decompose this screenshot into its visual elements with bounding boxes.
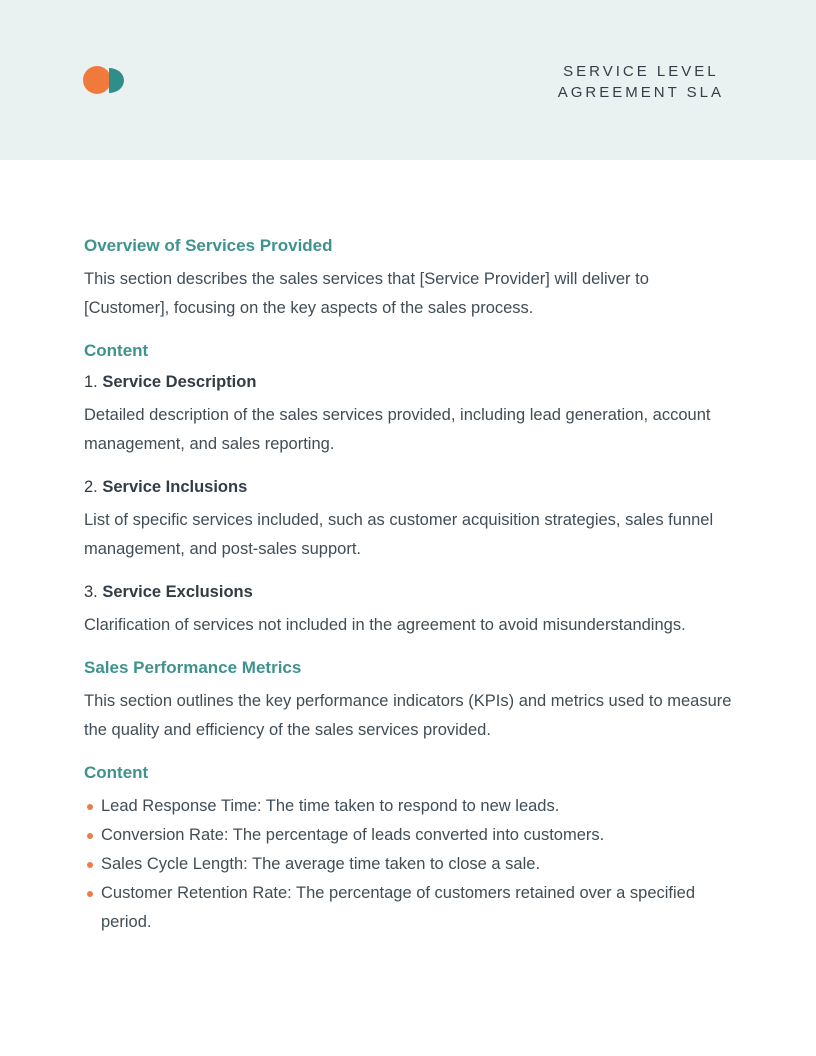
metrics-bullet-list	[84, 792, 736, 937]
item-number: 3.	[84, 583, 98, 601]
bullet-dot-icon	[87, 833, 93, 839]
section-heading-overview: Overview of Services Provided	[84, 236, 333, 255]
list-item	[84, 850, 736, 879]
item-number: 1.	[84, 373, 98, 391]
brand-logo	[83, 66, 125, 94]
logo-teal-half-circle-icon	[109, 68, 124, 93]
bullet-text: Sales Cycle Length: The average time taken to close a sale.	[101, 855, 541, 873]
overview-paragraph: This section describes the sales services that [Service Provider] will deliver to [Customer], focusing on the key aspects of the sales process.	[84, 270, 649, 317]
numbered-heading-2	[84, 475, 736, 499]
item-number: 2.	[84, 478, 98, 496]
numbered-item-2-paragraph: List of specific services included, such as customer acquisition strategies, sales funnel management, and post-sales support.	[84, 511, 714, 558]
bullet-dot-icon	[87, 862, 93, 868]
bullet-text: Customer Retention Rate: The percentage of customers retained over a specified period.	[101, 884, 696, 931]
logo-orange-circle-icon	[83, 66, 111, 94]
list-item	[84, 879, 736, 937]
bullet-text: Lead Response Time: The time taken to respond to new leads.	[101, 797, 560, 815]
document-title-line-1: SERVICE LEVEL	[563, 63, 719, 80]
content-label-2: Content	[84, 763, 149, 782]
item-title: Service Inclusions	[102, 478, 248, 496]
item-title: Service Exclusions	[102, 583, 253, 601]
list-item	[84, 792, 736, 821]
numbered-item-3-paragraph: Clarification of services not included in the agreement to avoid misunderstandings.	[84, 616, 686, 634]
document-body	[0, 160, 816, 937]
item-title: Service Description	[102, 373, 257, 391]
bullet-dot-icon	[87, 804, 93, 810]
content-label-1: Content	[84, 341, 149, 360]
numbered-item-1-paragraph: Detailed description of the sales services provided, including lead generation, account management, and sales reporting.	[84, 406, 711, 453]
document-title-line-2: AGREEMENT SLA	[557, 84, 724, 101]
numbered-heading-3	[84, 580, 736, 604]
bullet-text: Conversion Rate: The percentage of leads converted into customers.	[101, 826, 605, 844]
document-title	[558, 61, 724, 103]
section-heading-metrics: Sales Performance Metrics	[84, 658, 302, 677]
metrics-paragraph: This section outlines the key performance indicators (KPIs) and metrics used to measure the quality and efficiency of the sales services provided.	[84, 692, 732, 739]
numbered-heading-1	[84, 370, 736, 394]
list-item	[84, 821, 736, 850]
header-band	[0, 0, 816, 160]
bullet-dot-icon	[87, 891, 93, 897]
